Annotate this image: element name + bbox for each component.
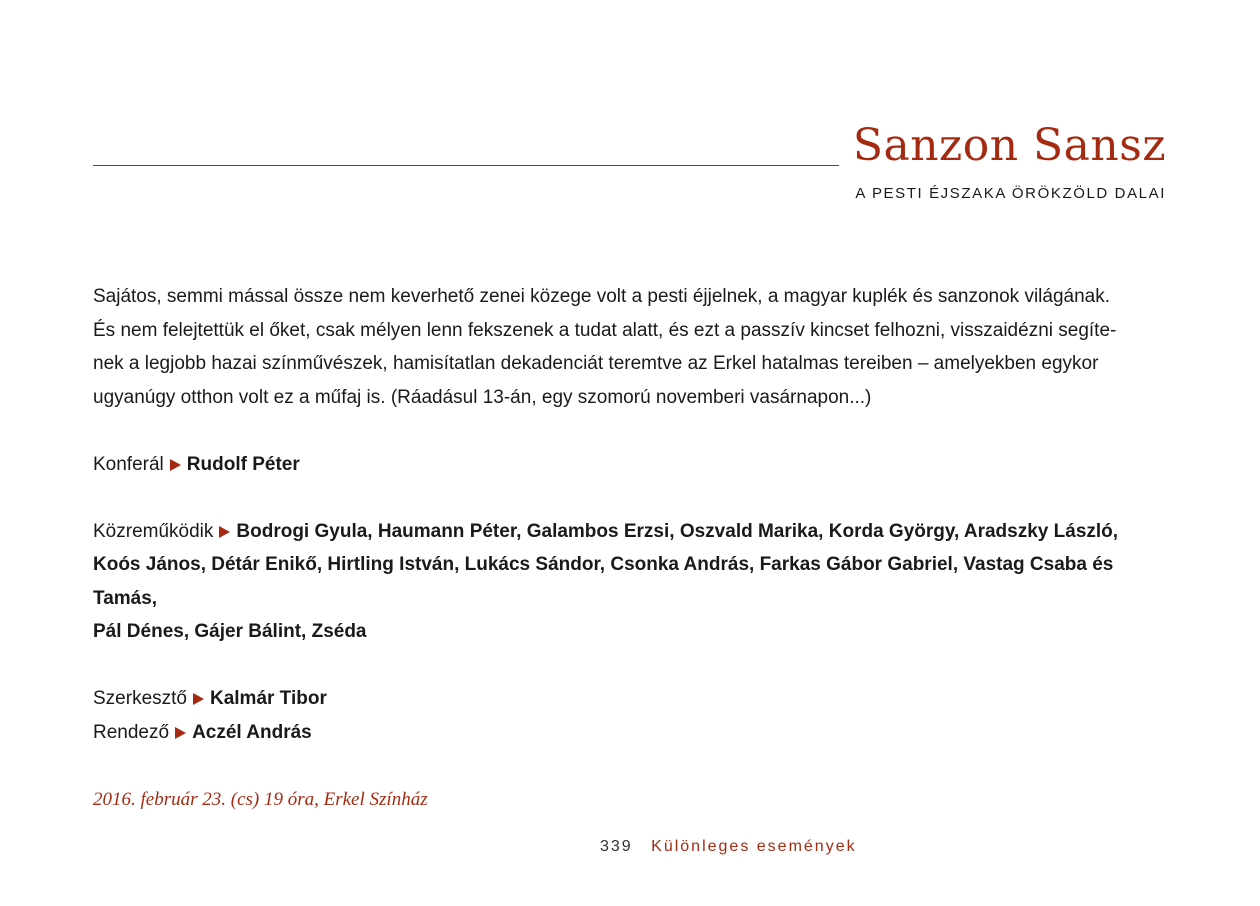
- credit-names: Bodrogi Gyula, Haumann Péter, Galambos Erzsi, Oszvald Marika, Korda György, Aradszky László,: [236, 520, 1119, 542]
- credit-names: Kalmár Tibor: [209, 688, 327, 709]
- credit-names: Pál Dénes, Gájer Bálint, Zséda: [93, 621, 367, 642]
- spacer: [93, 749, 1173, 783]
- credit-role: Konferál: [93, 453, 164, 475]
- page-subtitle: A PESTI ÉJSZAKA ÖRÖKZÖLD DALAI: [855, 185, 1166, 202]
- credit-host: [93, 448, 1173, 482]
- intro-line: ugyanúgy otthon volt ez a műfaj is. (Ráadásul 13-án, egy szomorú novemberi vasárnapon...): [93, 386, 872, 408]
- credit-performers: [93, 515, 1173, 649]
- title-rule: [93, 165, 839, 166]
- spacer: [93, 481, 1173, 515]
- right-triangle-icon: [175, 727, 186, 739]
- intro-line: És nem felejtettük el őket, csak mélyen lenn fekszenek a tudat alatt, és ezt a passzív kincset felhozni, visszaidézni segíte-: [93, 319, 1117, 341]
- main-content: [93, 280, 1173, 816]
- credit-editor: [93, 682, 1173, 716]
- intro-paragraph: [93, 280, 1173, 414]
- credit-names: Aczél András: [192, 721, 312, 743]
- right-triangle-icon: [219, 526, 230, 538]
- intro-line: nek a legjobb hazai színművészek, hamisítatlan dekadenciát teremtve az Erkel hatalmas tereiben – amelyekben egykor: [93, 353, 1099, 374]
- page-title: Sanzon Sansz: [852, 120, 1166, 171]
- right-triangle-icon: [193, 693, 204, 705]
- credit-role: Szerkesztő: [93, 688, 187, 709]
- intro-line: Sajátos, semmi mással össze nem keverhető zenei közege volt a pesti éjjelnek, a magyar kuplék és sanzonok világának.: [93, 286, 1111, 307]
- right-triangle-icon: [170, 459, 181, 471]
- section-name: Különleges események: [651, 838, 857, 855]
- credit-director: [93, 716, 1173, 750]
- page-footer: [600, 838, 857, 856]
- credit-role: Közreműködik: [93, 520, 214, 542]
- spacer: [93, 649, 1173, 683]
- credit-names: Rudolf Péter: [186, 453, 300, 475]
- credit-role: Rendező: [93, 721, 170, 743]
- event-date: 2016. február 23. (cs) 19 óra, Erkel Színház: [93, 788, 428, 810]
- spacer: [93, 414, 1173, 448]
- credit-names: Koós János, Détár Enikő, Hirtling István, Lukács Sándor, Csonka András, Farkas Gábor Gabriel, Vastag Csaba és Tamás,: [93, 554, 1114, 609]
- page-number: 339: [600, 838, 633, 855]
